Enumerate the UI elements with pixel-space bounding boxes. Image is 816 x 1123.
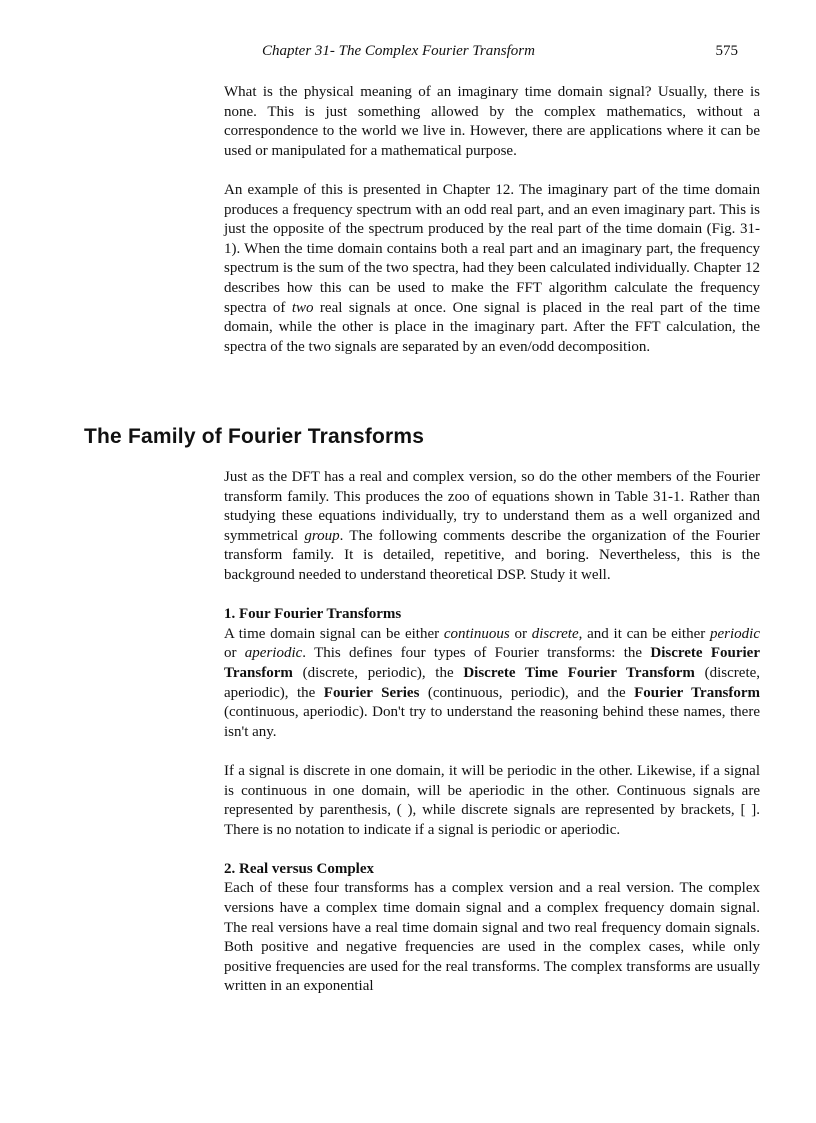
emphasis-group: group [304, 527, 340, 544]
subsection-heading-real-complex: 2. Real versus Complex [224, 860, 374, 877]
term-fourier-transform: Fourier Transform [634, 684, 761, 701]
chapter-title: Chapter 31- The Complex Fourier Transform [262, 43, 535, 59]
paragraph-discrete-periodic: If a signal is discrete in one domain, it will be periodic in the other. Likewise, if a signal is continuous in one domain, will be aperiodic in the other. Continuous signals are represented by parenthesis, ( ), while discrete signals are represented by brackets, [ ]. There is no notation to indicate if a signal is periodic or aperiodic. [224, 762, 760, 838]
running-header [262, 43, 738, 63]
term-dft: Discrete Fourier Transform [224, 645, 760, 681]
page-number: 575 [715, 43, 738, 59]
paragraph-chapter12-example: An example of this is presented in Chapter 12. The imaginary part of the time domain produces a frequency spectrum with an odd real part, and an even imaginary part. This is just the opposite of the spectrum produced by the real part of the time domain (Fig. 31-1). When the time domain contains both a real part and an imaginary part, the frequency spectrum is the sum of the two spectra, had they been calculated individually. Chapter 12 describes how this can be used to make the FFT algorithm calculate the frequency spectra of two real signals at once. One signal is placed in the real part of the time domain, while the other is place in the imaginary part. After the FFT calculation, the spectra of the two signals are separated by an even/odd decomposition. [224, 181, 761, 355]
paragraph-four-transforms: A time domain signal can be either continuous or discrete, and it can be either periodic or aperiodic. This defines four types of Fourier transforms: the Discrete Fourier Transform (discrete, periodic), the Discrete Time Fourier Transform (discrete, aperiodic), the Fourier Series (continuous, periodic), and the Fourier Transform (continuous, aperiodic). Don't try to understand the reasoning behind these names, there isn't any. [224, 625, 761, 740]
paragraph-imaginary-meaning: What is the physical meaning of an imaginary time domain signal? Usually, there is none. This is just something allowed by the complex mathematics, without a correspondence to the world we live in. However, there are applications where it can be used or manipulated for a mathematical purpose. [224, 84, 760, 159]
intro-text-block [224, 83, 760, 357]
section-title: The Family of Fourier Transforms [84, 425, 425, 448]
paragraph-family-intro: Just as the DFT has a real and complex version, so do the other members of the Fourier transform family. This produces the zoo of equations shown in Table 31-1. Rather than studying these equations individually, try to understand them as a well organized and symmetrical group. The following comments describe the organization of the Fourier transform family. It is detailed, repetitive, and boring. Nevertheless, this is the background needed to understand theoretical DSP. Study it well. [224, 469, 761, 583]
term-dtft: Discrete Time Fourier Transform [463, 664, 695, 681]
emphasis-two: two [291, 299, 314, 316]
paragraph-real-complex: Each of these four transforms has a complex version and a real version. The complex versions have a complex time domain signal and a complex frequency domain signal. The real versions have a real time domain signal and two real frequency domain signals. Both positive and negative frequencies are used in the complex cases, while only positive frequencies are used for the real transforms. The complex transforms are usually written in an exponential [224, 880, 760, 995]
term-fourier-series: Fourier Series [323, 684, 420, 701]
section-text-block [224, 468, 760, 997]
subsection-heading-four-transforms: 1. Four Fourier Transforms [224, 606, 402, 623]
